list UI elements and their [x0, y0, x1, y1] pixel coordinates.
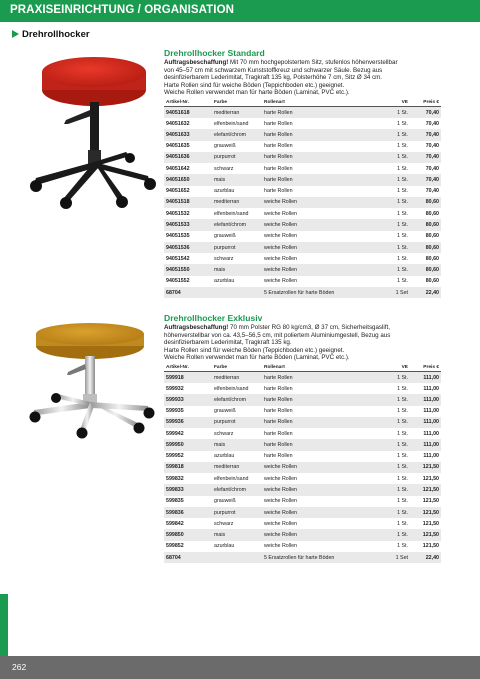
- unit-cell: 1 St.: [397, 520, 408, 527]
- unit-cell: 1 St.: [397, 475, 408, 482]
- color-cell: schwarz: [214, 255, 234, 262]
- caster-type-cell: weiche Rollen: [262, 264, 390, 275]
- price-cell: 111,00: [423, 408, 439, 415]
- price-cell: 80,60: [425, 233, 439, 240]
- color-cell: mediterran: [212, 462, 262, 473]
- color-cell: elfenbein/sand: [214, 210, 249, 217]
- article-number-cell: 599833: [164, 484, 212, 495]
- article-number-cell: 599836: [164, 507, 212, 518]
- caster-type-cell: harte Rollen: [262, 152, 390, 163]
- color-cell: [212, 287, 262, 298]
- article-number-cell: 94051635: [166, 143, 190, 150]
- article-number-cell: 599936: [164, 417, 212, 428]
- caster-type-cell: weiche Rollen: [264, 255, 297, 262]
- price-cell: 111,00: [410, 439, 441, 450]
- desc-bold: Auftragsbeschaffung!: [164, 59, 229, 66]
- caster-type-cell: 5 Ersatzrollen für harte Böden: [262, 552, 390, 563]
- table-row: [164, 287, 441, 298]
- color-cell: elfenbein/sand: [214, 385, 249, 392]
- price-cell: 22,40: [410, 287, 441, 298]
- color-cell: elfenbein/sand: [214, 475, 249, 482]
- article-number-cell: 599918: [164, 372, 212, 383]
- caster-type-cell: weiche Rollen: [262, 197, 390, 208]
- table-row: [164, 496, 441, 507]
- table-row: [164, 197, 441, 208]
- caster-type-cell: weiche Rollen: [264, 498, 297, 505]
- product-title: Drehrollhocker Standard: [164, 48, 265, 58]
- price-cell: 70,40: [425, 143, 439, 150]
- caster-type-cell: harte Rollen: [264, 453, 293, 460]
- color-cell: elefant/chrom: [212, 484, 262, 495]
- table-row: [164, 276, 441, 287]
- col-header-art: Artikel-Nr.: [164, 100, 212, 107]
- unit-cell: 1 St.: [390, 394, 410, 405]
- price-cell: 70,40: [410, 174, 441, 185]
- color-cell: azurblau: [214, 453, 235, 460]
- color-cell: purpurrot: [212, 242, 262, 253]
- caster-type-cell: weiche Rollen: [262, 529, 390, 540]
- table-row: [164, 428, 441, 439]
- caster-type-cell: harte Rollen: [262, 174, 390, 185]
- caster-type-cell: harte Rollen: [264, 165, 293, 172]
- article-number-cell: 94051550: [164, 264, 212, 275]
- caster-type-cell: harte Rollen: [262, 372, 390, 383]
- article-number-cell: 94051642: [166, 165, 190, 172]
- article-number-cell: 94051536: [164, 242, 212, 253]
- article-number-cell: 599832: [166, 475, 184, 482]
- article-number-cell: 94051532: [166, 210, 190, 217]
- price-cell: 80,60: [410, 219, 441, 230]
- desc-line: Harte Rollen sind für weiche Böden (Teppichboden etc.) geeignet.: [164, 346, 345, 354]
- table-row: [164, 406, 441, 417]
- article-number-cell: 94051552: [166, 278, 190, 285]
- caster-type-cell: weiche Rollen: [262, 507, 390, 518]
- article-number-cell: 599933: [164, 394, 212, 405]
- color-cell: purpurrot: [212, 417, 262, 428]
- desc-bold: Auftragsbeschaffung!: [164, 324, 229, 331]
- price-cell: 70,40: [425, 165, 439, 172]
- table-row: [164, 129, 441, 140]
- price-cell: 70,40: [425, 120, 439, 127]
- product-table: [164, 100, 441, 299]
- unit-cell: 1 St.: [390, 439, 410, 450]
- color-cell: elfenbein/sand: [214, 120, 249, 127]
- color-cell: grauweiß: [214, 233, 236, 240]
- unit-cell: 1 St.: [390, 174, 410, 185]
- color-cell: azurblau: [214, 278, 235, 285]
- price-cell: 121,50: [410, 484, 441, 495]
- unit-cell: 1 St.: [397, 498, 408, 505]
- unit-cell: 1 St.: [397, 165, 408, 172]
- table-row: [164, 529, 441, 540]
- unit-cell: 1 St.: [390, 529, 410, 540]
- table-row: [164, 264, 441, 275]
- table-row: [164, 208, 441, 219]
- caster-type-cell: harte Rollen: [264, 188, 293, 195]
- unit-cell: 1 Set: [390, 287, 410, 298]
- caster-type-cell: harte Rollen: [262, 129, 390, 140]
- price-cell: 70,40: [410, 129, 441, 140]
- article-number-cell: 94051533: [164, 219, 212, 230]
- col-header-art: Artikel-Nr.: [164, 365, 212, 372]
- article-number-cell: 94051636: [164, 152, 212, 163]
- stool-standard-image: [22, 50, 160, 210]
- unit-cell: 1 St.: [397, 188, 408, 195]
- unit-cell: 1 St.: [390, 219, 410, 230]
- article-number-cell: 68704: [164, 287, 212, 298]
- left-accent-strip: [0, 594, 8, 656]
- price-cell: 121,50: [410, 462, 441, 473]
- price-cell: 121,50: [410, 529, 441, 540]
- col-header-preis: Preis €: [410, 100, 441, 107]
- caster-type-cell: weiche Rollen: [264, 543, 297, 550]
- caster-type-cell: weiche Rollen: [262, 484, 390, 495]
- article-number-cell: 599818: [164, 462, 212, 473]
- article-number-cell: 94051618: [164, 107, 212, 118]
- article-number-cell: 599950: [164, 439, 212, 450]
- unit-cell: 1 St.: [397, 408, 408, 415]
- price-cell: 111,00: [410, 372, 441, 383]
- caster-type-cell: weiche Rollen: [264, 278, 297, 285]
- caster-type-cell: weiche Rollen: [264, 233, 297, 240]
- article-number-cell: 599935: [166, 408, 184, 415]
- unit-cell: 1 St.: [397, 120, 408, 127]
- color-cell: schwarz: [214, 165, 234, 172]
- unit-cell: 1 St.: [397, 543, 408, 550]
- price-cell: 80,60: [410, 197, 441, 208]
- price-cell: 70,40: [410, 107, 441, 118]
- desc-line: 70 mm Polster RG 80 kg/cm3, Ø 37 cm, Sicherheitsgaslift,: [228, 324, 390, 331]
- unit-cell: 1 Set: [390, 552, 410, 563]
- caster-type-cell: weiche Rollen: [264, 475, 297, 482]
- caster-type-cell: harte Rollen: [262, 439, 390, 450]
- caster-type-cell: harte Rollen: [262, 417, 390, 428]
- article-number-cell: 94051518: [164, 197, 212, 208]
- col-header-rollenart: Rollenart: [262, 365, 390, 372]
- header-bar: [0, 0, 480, 22]
- unit-cell: 1 St.: [397, 233, 408, 240]
- article-number-cell: 599850: [164, 529, 212, 540]
- footer-bar: [0, 656, 480, 679]
- table-row: [164, 552, 441, 563]
- table-row: [164, 118, 441, 129]
- product-exklusiv: [164, 313, 441, 563]
- table-row: [164, 372, 441, 383]
- price-cell: 80,60: [425, 278, 439, 285]
- section-title: Drehrollhocker: [22, 28, 90, 40]
- price-cell: 121,50: [422, 543, 439, 550]
- table-row: [164, 174, 441, 185]
- caster-type-cell: harte Rollen: [262, 394, 390, 405]
- caster-type-cell: 5 Ersatzrollen für harte Böden: [262, 287, 390, 298]
- unit-cell: 1 St.: [397, 143, 408, 150]
- price-cell: 111,00: [410, 417, 441, 428]
- price-cell: 80,60: [425, 210, 439, 217]
- unit-cell: 1 St.: [390, 507, 410, 518]
- table-row: [164, 462, 441, 473]
- color-cell: mediterran: [212, 197, 262, 208]
- page-number: 262: [12, 662, 27, 672]
- price-cell: 121,50: [410, 507, 441, 518]
- table-row: [164, 163, 441, 174]
- desc-line: desinfizierbarem Lederimitat, Tragkraft 135 kg.: [164, 339, 292, 347]
- color-cell: schwarz: [214, 430, 234, 437]
- unit-cell: 1 St.: [390, 242, 410, 253]
- table-row: [164, 417, 441, 428]
- unit-cell: 1 St.: [390, 372, 410, 383]
- color-cell: mais: [212, 529, 262, 540]
- table-row: [164, 383, 441, 394]
- table-row: [164, 152, 441, 163]
- color-cell: mais: [212, 439, 262, 450]
- unit-cell: 1 St.: [397, 385, 408, 392]
- price-cell: 111,00: [423, 430, 439, 437]
- color-cell: mais: [212, 264, 262, 275]
- unit-cell: 1 St.: [390, 129, 410, 140]
- unit-cell: 1 St.: [397, 210, 408, 217]
- table-row: [164, 231, 441, 242]
- table-row: [164, 242, 441, 253]
- caster-type-cell: harte Rollen: [264, 120, 293, 127]
- col-header-ve: VE: [390, 365, 410, 372]
- table-row: [164, 518, 441, 529]
- article-number-cell: 94051535: [166, 233, 190, 240]
- caster-type-cell: weiche Rollen: [262, 219, 390, 230]
- section-arrow-icon: [12, 30, 19, 38]
- color-cell: purpurrot: [212, 152, 262, 163]
- article-number-cell: 599852: [166, 543, 184, 550]
- table-row: [164, 439, 441, 450]
- color-cell: azurblau: [214, 188, 235, 195]
- color-cell: elefant/chrom: [212, 219, 262, 230]
- price-cell: 121,50: [422, 520, 439, 527]
- color-cell: grauweiß: [214, 498, 236, 505]
- table-row: [164, 394, 441, 405]
- color-cell: grauweiß: [214, 143, 236, 150]
- price-cell: 70,40: [410, 152, 441, 163]
- unit-cell: 1 St.: [390, 107, 410, 118]
- desc-line: Weiche Rollen verwendet man für harte Böden (Laminat, PVC etc.).: [164, 354, 350, 362]
- caster-type-cell: harte Rollen: [264, 430, 293, 437]
- caster-type-cell: weiche Rollen: [264, 210, 297, 217]
- article-number-cell: 599842: [166, 520, 184, 527]
- desc-line: desinfizierbarem Lederimitat, Tragkraft 135 kg, Polsterhöhe 7 cm, Sitz Ø 34 cm.: [164, 74, 383, 82]
- col-header-ve: VE: [390, 100, 410, 107]
- table-row: [164, 253, 441, 264]
- caster-type-cell: harte Rollen: [262, 107, 390, 118]
- stool-exklusiv-image: [24, 322, 160, 440]
- unit-cell: 1 St.: [390, 484, 410, 495]
- price-cell: 111,00: [410, 394, 441, 405]
- price-cell: 22,40: [410, 552, 441, 563]
- article-number-cell: 599942: [166, 430, 184, 437]
- table-row: [164, 451, 441, 462]
- product-standard: [164, 48, 441, 298]
- desc-line: Harte Rollen sind für weiche Böden (Teppichboden etc.) geeignet.: [164, 81, 345, 89]
- table-row: [164, 473, 441, 484]
- caster-type-cell: harte Rollen: [264, 143, 293, 150]
- article-number-cell: 94051650: [164, 174, 212, 185]
- table-row: [164, 541, 441, 552]
- caster-type-cell: harte Rollen: [264, 408, 293, 415]
- col-header-farbe: Farbe: [212, 365, 262, 372]
- desc-line: von 45–57 cm mit schwarzem Kunststoffkreuz und schwarzer Säule. Bezug aus: [164, 66, 383, 74]
- color-cell: elefant/chrom: [212, 129, 262, 140]
- product-description: [164, 324, 441, 362]
- caster-type-cell: weiche Rollen: [262, 462, 390, 473]
- unit-cell: 1 St.: [397, 278, 408, 285]
- desc-line: Weiche Rollen verwendet man für harte Böden (Laminat, PVC etc.).: [164, 89, 350, 97]
- article-number-cell: 94051542: [166, 255, 190, 262]
- product-title: Drehrollhocker Exklusiv: [164, 313, 263, 323]
- product-table: [164, 365, 441, 564]
- desc-line: Mit 70 mm hochgepolstertem Sitz, stufenlos höhenverstellbar: [228, 59, 398, 66]
- article-number-cell: 94051652: [166, 188, 190, 195]
- color-cell: elefant/chrom: [212, 394, 262, 405]
- article-number-cell: 599952: [166, 453, 184, 460]
- col-header-preis: Preis €: [410, 365, 441, 372]
- caster-type-cell: weiche Rollen: [262, 242, 390, 253]
- price-cell: 111,00: [423, 453, 439, 460]
- unit-cell: 1 St.: [390, 152, 410, 163]
- page-header-title: PRAXISEINRICHTUNG / ORGANISATION: [10, 4, 235, 16]
- table-row: [164, 484, 441, 495]
- table-header-row: [164, 365, 441, 372]
- table-row: [164, 141, 441, 152]
- table-row: [164, 507, 441, 518]
- price-cell: 80,60: [425, 255, 439, 262]
- color-cell: grauweiß: [214, 408, 236, 415]
- article-number-cell: 599835: [166, 498, 184, 505]
- unit-cell: 1 St.: [397, 255, 408, 262]
- color-cell: azurblau: [214, 543, 235, 550]
- color-cell: purpurrot: [212, 507, 262, 518]
- price-cell: 121,50: [422, 498, 439, 505]
- caster-type-cell: weiche Rollen: [264, 520, 297, 527]
- article-number-cell: 94051633: [164, 129, 212, 140]
- caster-type-cell: harte Rollen: [264, 385, 293, 392]
- price-cell: 111,00: [423, 385, 439, 392]
- unit-cell: 1 St.: [390, 462, 410, 473]
- section-heading: [12, 28, 90, 40]
- color-cell: schwarz: [214, 520, 234, 527]
- color-cell: mais: [212, 174, 262, 185]
- col-header-farbe: Farbe: [212, 100, 262, 107]
- desc-line: höhenverstellbar von ca. 43,5–56,5 cm, mit poliertem Aluminiumgestell, Bezug aus: [164, 331, 391, 339]
- price-cell: 121,50: [422, 475, 439, 482]
- price-cell: 80,60: [410, 242, 441, 253]
- color-cell: mediterran: [212, 107, 262, 118]
- article-number-cell: 68704: [164, 552, 212, 563]
- table-header-row: [164, 100, 441, 107]
- price-cell: 80,60: [410, 264, 441, 275]
- table-row: [164, 219, 441, 230]
- unit-cell: 1 St.: [397, 453, 408, 460]
- article-number-cell: 599932: [166, 385, 184, 392]
- product-description: [164, 59, 441, 97]
- unit-cell: 1 St.: [390, 417, 410, 428]
- article-number-cell: 94051632: [166, 120, 190, 127]
- color-cell: [212, 552, 262, 563]
- table-row: [164, 107, 441, 118]
- unit-cell: 1 St.: [390, 197, 410, 208]
- table-row: [164, 186, 441, 197]
- unit-cell: 1 St.: [390, 264, 410, 275]
- price-cell: 70,40: [425, 188, 439, 195]
- unit-cell: 1 St.: [397, 430, 408, 437]
- color-cell: mediterran: [212, 372, 262, 383]
- col-header-rollenart: Rollenart: [262, 100, 390, 107]
